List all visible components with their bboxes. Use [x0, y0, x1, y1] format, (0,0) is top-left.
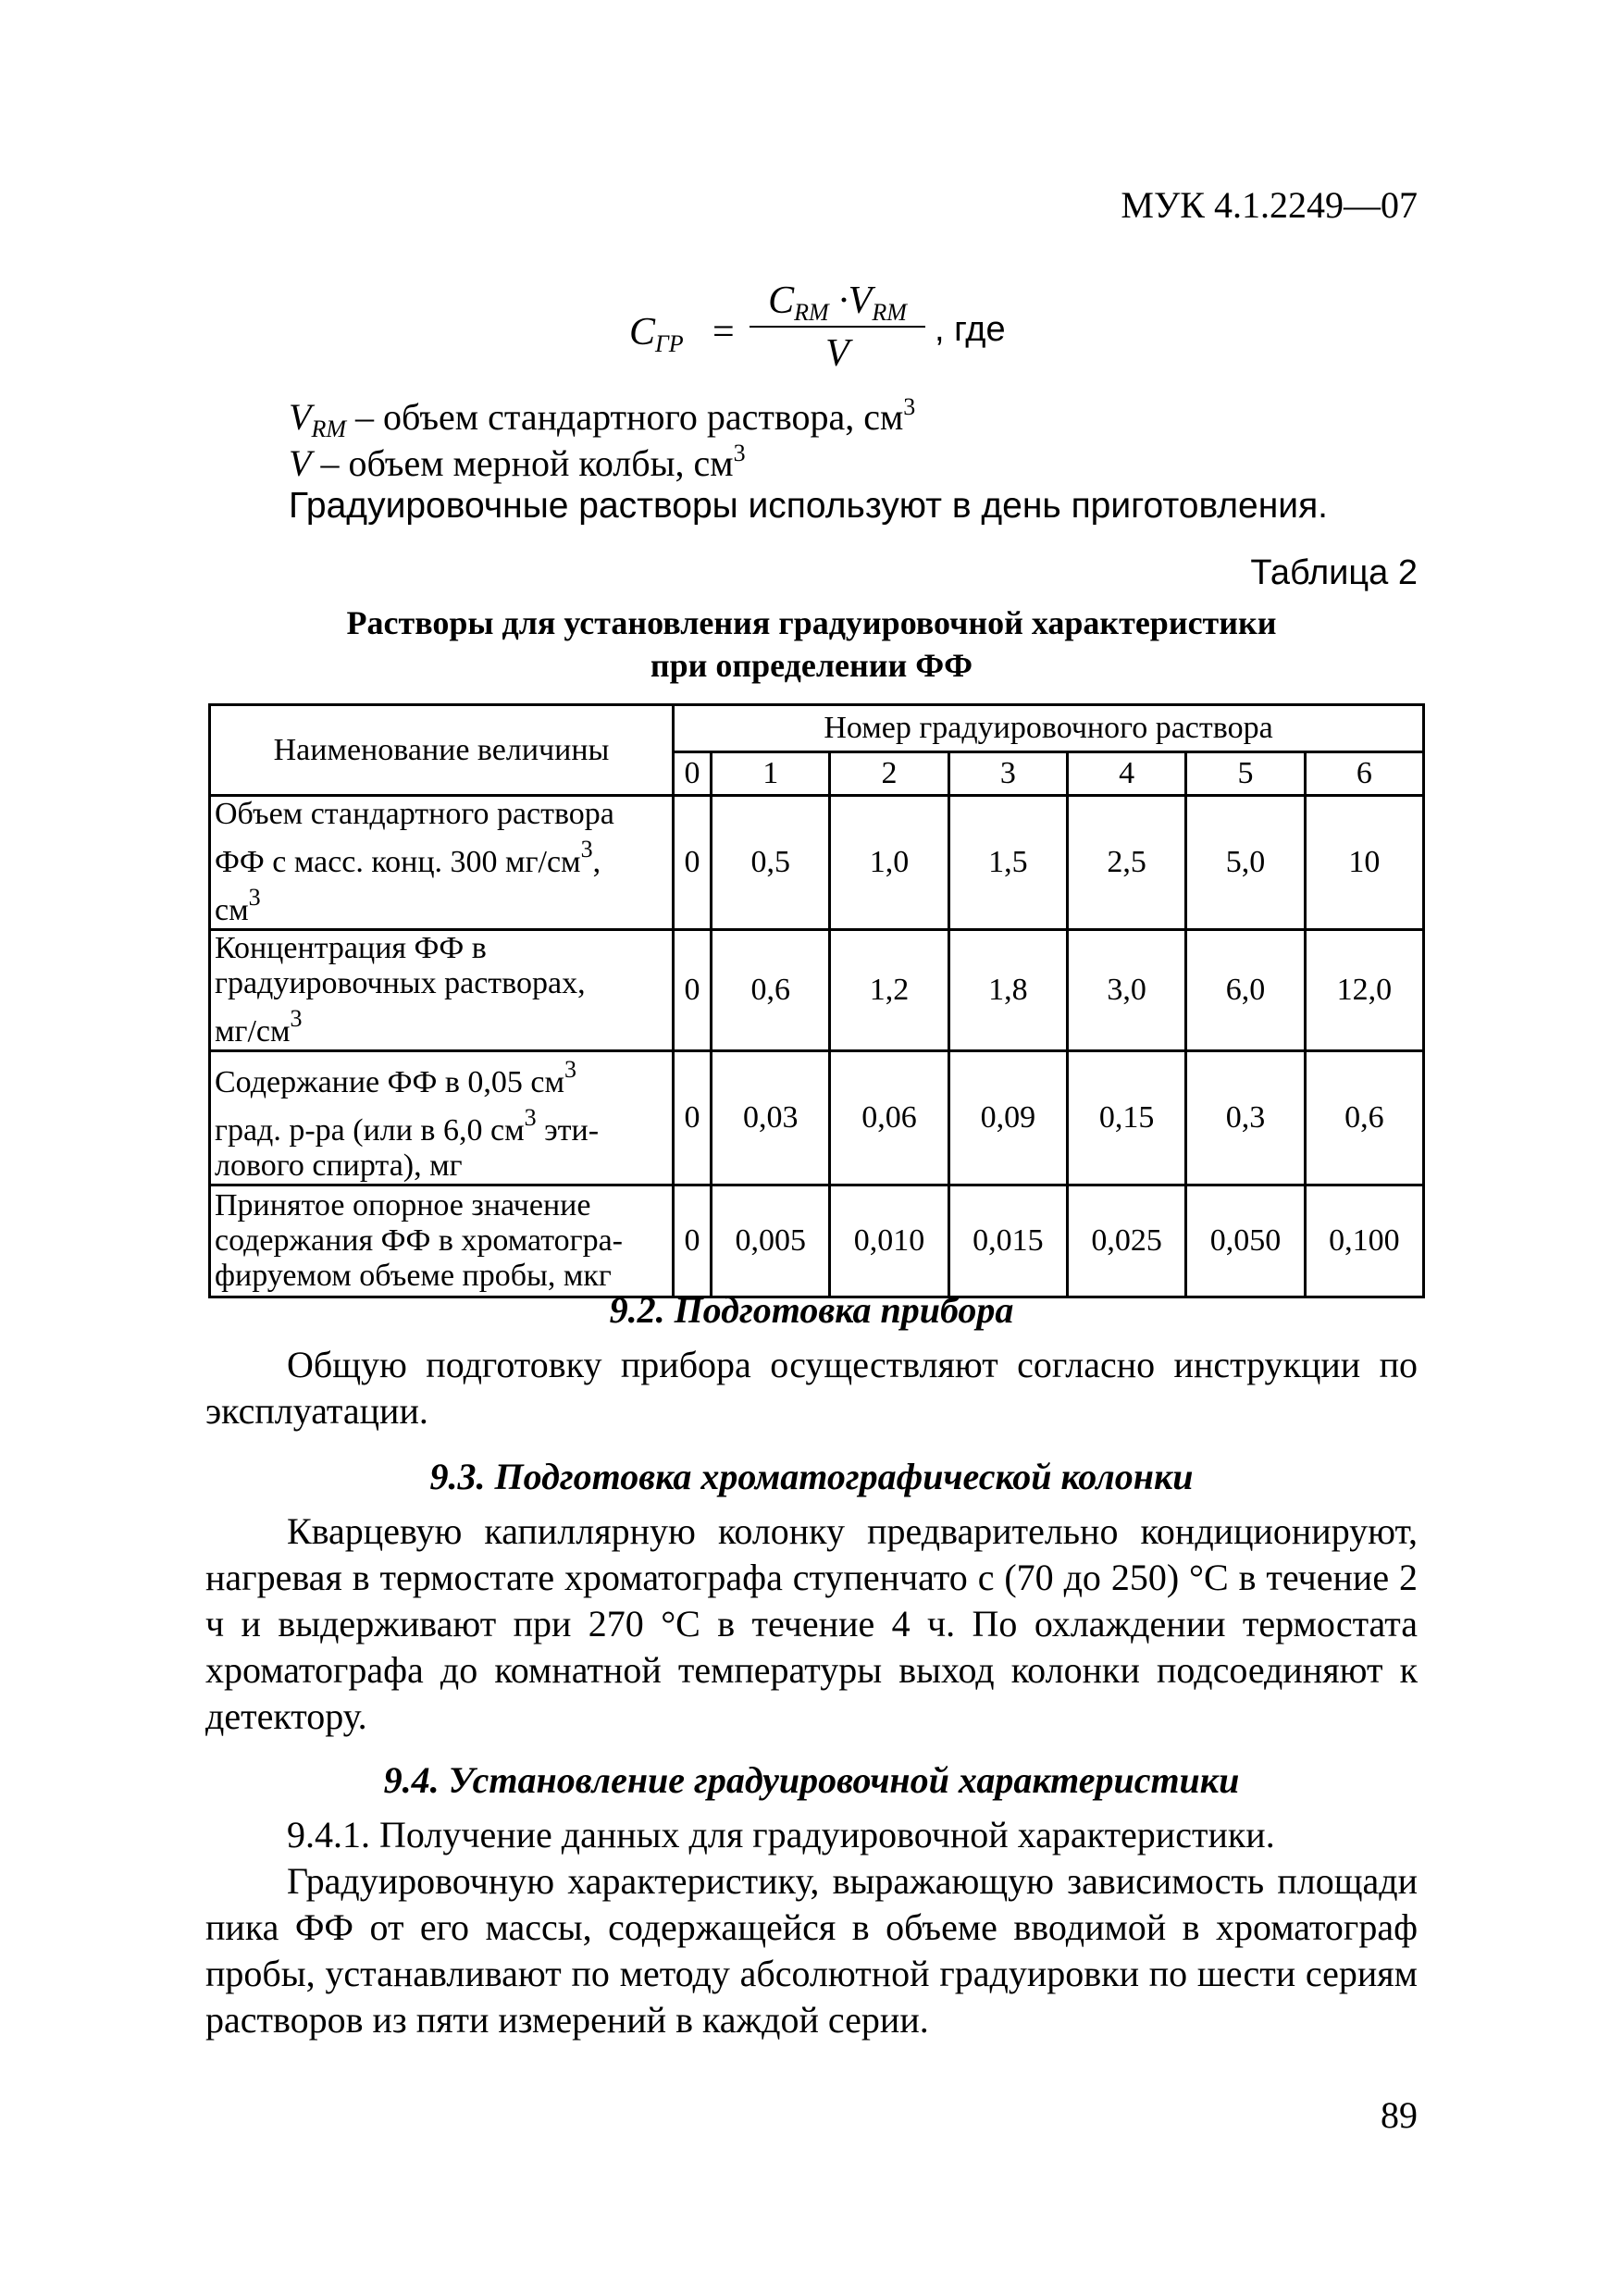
paragraph-9-3: Кварцевую капиллярную колонку предварительно кондиционируют, нагревая в термостате хроматографа ступенчато с (70 до 250) °С в течение 2 ч и выдерживают при 270 °С в течение 4 ч. По охлаждении термостата хроматографа до комнатной температуры выход колонки подсоединяют к детектору. [205, 1510, 1418, 1737]
table-row [210, 796, 1424, 930]
section-title-9-2: 9.2. Подготовка прибора [609, 1289, 1014, 1331]
table-title: Растворы для установления градуировочной характеристики при определении ФФ [346, 604, 1277, 684]
value-cell: 0,025 [1068, 1185, 1186, 1297]
section-title-9-3: 9.3. Подготовка хроматографической колонки [429, 1456, 1194, 1497]
name-header: Наименование величины [210, 705, 674, 796]
table-row [210, 1185, 1424, 1297]
index-cell: 4 [1068, 752, 1186, 796]
index-cell: 2 [830, 752, 948, 796]
value-cell: 5,0 [1186, 796, 1305, 930]
value-cell: 12,0 [1305, 930, 1423, 1051]
value-cell: 0,09 [948, 1051, 1067, 1185]
fraction-bar [750, 326, 925, 328]
value-cell: 0,06 [830, 1051, 948, 1185]
row-label: Содержание ФФ в 0,05 $см^3$ град. р-ра (или в 6,0 $см^3$ эти- лового спирта), мг [210, 1051, 674, 1185]
value-cell: 0,6 [1305, 1051, 1423, 1185]
table-row [210, 1051, 1424, 1185]
paragraph-9-4-1: 9.4.1. Получение данных для градуировочной характеристики. [287, 1814, 1275, 1855]
number-header: Номер градуировочного раствора [674, 705, 1424, 752]
definition-vrm: $V_{RM}$ – объем стандартного раствора, $см^3$ [289, 393, 916, 442]
document-code: МУК 4.1.2249—07 [1121, 184, 1418, 226]
value-cell: 0,050 [1186, 1185, 1305, 1297]
index-cell: 6 [1305, 752, 1423, 796]
concentration-formula [629, 278, 1092, 389]
value-cell: 6,0 [1186, 930, 1305, 1051]
value-cell: 1,8 [948, 930, 1067, 1051]
value-cell: 1,2 [830, 930, 948, 1051]
formula-suffix: , где [935, 310, 1006, 349]
index-cell: 3 [948, 752, 1067, 796]
value-cell: 1,5 [948, 796, 1067, 930]
value-cell: 2,5 [1068, 796, 1186, 930]
value-cell: 0,010 [830, 1185, 948, 1297]
paragraph-9-4: Градуировочную характеристику, выражающую зависимость площади пика ФФ от его массы, содержащейся в объеме вводимой в хроматограф пробы, устанавливают по методу абсолютной градуировки по шести сериям растворов из пяти измерений в каждой серии. [205, 1860, 1418, 2041]
value-cell: 1,0 [830, 796, 948, 930]
value-cell: 0,15 [1068, 1051, 1186, 1185]
value-cell: 0 [674, 1185, 712, 1297]
formula-fraction [750, 278, 925, 376]
section-title-9-4: 9.4. Установление градуировочной характеристики [383, 1759, 1240, 1801]
value-cell: 0 [674, 796, 712, 930]
formula-denominator: V [825, 332, 849, 375]
formula-lhs: $C_{ГР}$ [629, 311, 684, 357]
value-cell: 10 [1305, 796, 1423, 930]
page-number: 89 [1381, 2094, 1418, 2136]
index-cell: 0 [674, 752, 712, 796]
table-caption: Таблица 2 [1250, 553, 1418, 592]
index-cell: 5 [1186, 752, 1305, 796]
value-cell: 0,015 [948, 1185, 1067, 1297]
usage-note: Градуировочные растворы используют в день приготовления. [289, 486, 1329, 526]
value-cell: 0,005 [712, 1185, 830, 1297]
formula-numerator: $C_{RM} \cdot V_{RM}$ [768, 279, 907, 326]
value-cell: 0,03 [712, 1051, 830, 1185]
definition-v: V – объем мерной колбы, $см^3$ [289, 440, 746, 484]
value-cell: 0 [674, 1051, 712, 1185]
table-row [210, 930, 1424, 1051]
value-cell: 0,6 [712, 930, 830, 1051]
index-cell: 1 [712, 752, 830, 796]
value-cell: 0,5 [712, 796, 830, 930]
value-cell: 0,100 [1305, 1185, 1423, 1297]
row-label: Объем стандартного раствора ФФ с масс. конц. 300 $мг/см^3$, $см^3$ [210, 796, 674, 930]
calibration-table [208, 703, 1425, 1298]
paragraph-9-2: Общую подготовку прибора осуществляют согласно инструкции по эксплуатации. [205, 1344, 1418, 1432]
value-cell: 0 [674, 930, 712, 1051]
formula-equals: = [712, 311, 735, 354]
table-header-row [210, 705, 1424, 752]
row-label: Концентрация ФФ в градуировочных растворах, $мг/см^3$ [210, 930, 674, 1051]
value-cell: 0,3 [1186, 1051, 1305, 1185]
row-label: Принятое опорное значение содержания ФФ в хроматогра- фируемом объеме пробы, мкг [210, 1185, 674, 1297]
value-cell: 3,0 [1068, 930, 1186, 1051]
